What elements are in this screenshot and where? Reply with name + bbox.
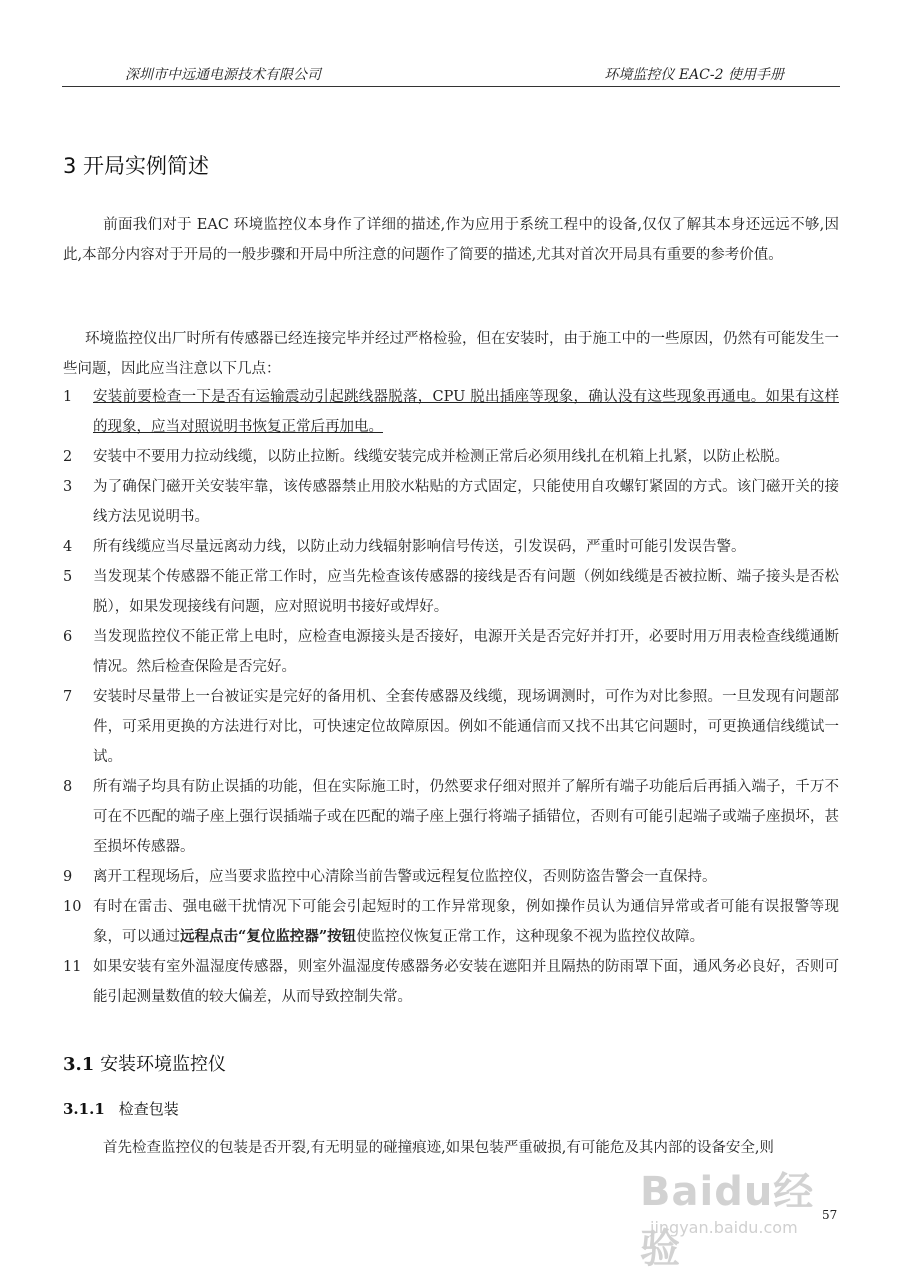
item-number: 5 [63, 569, 73, 585]
item-number: 8 [63, 779, 73, 795]
list-item [63, 472, 839, 532]
list-item [63, 532, 839, 562]
subsubsection-number: 3.1.1 [63, 1100, 105, 1118]
watermark [640, 1160, 840, 1272]
item-number: 9 [63, 869, 73, 885]
list-item [63, 562, 839, 622]
item-number: 2 [63, 449, 73, 465]
item-text: 当发现监控仪不能正常上电时，应检查电源接头是否接好，电源开关是否完好并打开，必要时用万用表检查线缆通断情况。然后检查保险是否完好。 [93, 629, 839, 675]
item-text: 如果安装有室外温湿度传感器，则室外温湿度传感器务必安装在遮阳并且隔热的防雨罩下面，通风务必良好，否则可能引起测量数值的较大偏差，从而导致控制失常。 [93, 959, 839, 1005]
list-item [63, 862, 839, 892]
subsection-number: 3.1 [63, 1054, 95, 1075]
list-item [63, 772, 839, 862]
item-text: 有时在雷击、强电磁干扰情况下可能会引起短时的工作异常现象，例如操作员认为通信异常或者可能有误报警等现象，可以通过 [93, 899, 839, 945]
item-number: 4 [63, 539, 73, 555]
item-number: 6 [63, 629, 73, 645]
list-item [63, 622, 839, 682]
header-rule [62, 86, 840, 87]
header-manual-title: 环境监控仪 EAC-2 使用手册 [604, 67, 784, 83]
item-number: 1 [63, 389, 73, 405]
notice-paragraph [63, 324, 839, 384]
watermark-logo: Baidu经验 [640, 1169, 815, 1272]
item-text: 所有线缆应当尽量远离动力线，以防止动力线辐射影响信号传送，引发误码，严重时可能引发误告警。 [93, 539, 746, 555]
list-item [63, 682, 839, 772]
item-text: 所有端子均具有防止误插的功能，但在实际施工时，仍然要求仔细对照并了解所有端子功能后后再插入端子，千万不可在不匹配的端子座上强行误插端子或在匹配的端子座上强行将端子插错位，否则有可能引起端子或端子座损坏，甚至损坏传感器。 [93, 779, 839, 855]
item-number: 11 [63, 959, 82, 975]
list-item [63, 382, 839, 442]
watermark-url: jingyan.baidu.com [650, 1218, 798, 1237]
package-paragraph [63, 1133, 839, 1163]
list-item [63, 892, 839, 952]
item-text: 安装时尽量带上一台被证实是完好的备用机、全套传感器及线缆，现场调测时，可作为对比参照。一旦发现有问题部件，可采用更换的方法进行对比，可快速定位故障原因。例如不能通信而又找不出其它问题时，可更换通信线缆试一试。 [93, 689, 839, 765]
list-item [63, 952, 839, 1012]
precaution-list [63, 382, 839, 1012]
item-text: 离开工程现场后，应当要求监控中心清除当前告警或远程复位监控仪，否则防盗告警会一直保持。 [93, 869, 717, 885]
intro-paragraph [63, 210, 839, 270]
item-number: 10 [63, 899, 82, 915]
item-text: 安装中不要用力拉动线缆，以防止拉断。线缆安装完成并检测正常后必须用线扎在机箱上扎紧，以防止松脱。 [93, 449, 789, 465]
item-text: 使监控仪恢复正常工作，这种现象不视为监控仪故障。 [356, 929, 705, 945]
item-text: 为了确保门磁开关安装牢靠，该传感器禁止用胶水粘贴的方式固定，只能使用自攻螺钉紧固的方式。该门磁开关的接线方法见说明书。 [93, 479, 839, 525]
notice-text: 环境监控仪出厂时所有传感器已经连接完毕并经过严格检验，但在安装时，由于施工中的一些原因，仍然有可能发生一些问题，因此应当注意以下几点： [63, 331, 839, 377]
subsubsection-title: 检查包装 [118, 1100, 179, 1118]
subsection-title: 安装环境监控仪 [100, 1054, 227, 1075]
item-text-bold: 远程点击“复位监控器”按钮 [180, 928, 357, 945]
subsubsection-heading [63, 1098, 179, 1119]
intro-text: 前面我们对于 EAC 环境监控仪本身作了详细的描述,作为应用于系统工程中的设备,仅仅了解其本身还远远不够,因此,本部分内容对于开局的一般步骤和开局中所注意的问题作了简要的描述,尤其对首次开局具有重要的参考价值。 [63, 217, 839, 263]
list-item [63, 442, 839, 472]
item-text: 安装前要检查一下是否有运输震动引起跳线器脱落，CPU 脱出插座等现象，确认没有这些现象再通电。如果有这样的现象，应当对照说明书恢复正常后再加电。 [93, 389, 839, 435]
page-number: 57 [822, 1208, 838, 1222]
section-title: 3 开局实例简述 [63, 154, 210, 178]
package-text: 首先检查监控仪的包装是否开裂,有无明显的碰撞痕迹,如果包装严重破损,有可能危及其内部的设备安全,则 [103, 1140, 774, 1156]
item-text: 当发现某个传感器不能正常工作时，应当先检查该传感器的接线是否有问题（例如线缆是否被拉断、端子接头是否松脱），如果发现接线有问题，应对照说明书接好或焊好。 [93, 569, 839, 615]
item-number: 3 [63, 479, 73, 495]
header-company: 深圳市中远通电源技术有限公司 [125, 67, 321, 83]
subsection-heading [63, 1050, 226, 1076]
item-number: 7 [63, 689, 73, 705]
